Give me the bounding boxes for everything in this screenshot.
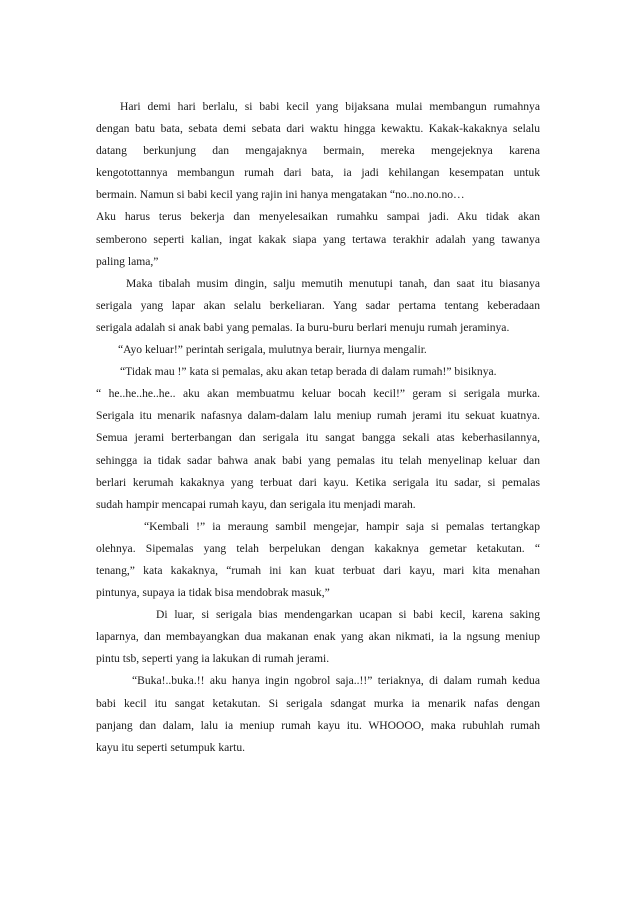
- text-line: panjang dan dalam, lalu ia meniup rumah kayu itu. WHOOOO, maka rubuhlah rumah: [96, 718, 540, 732]
- text-line: pintunya, supaya ia tidak bisa mendobrak masuk,”: [96, 586, 330, 600]
- text-line: “ he..he..he..he.. aku akan membuatmu keluar bocah kecil!” geram si serigala murka.: [96, 387, 540, 401]
- text-line: Semua jerami berterbangan dan serigala itu sangat bangga sekali atas keberhasilannya,: [96, 431, 540, 445]
- text-line: bermain. Namun si babi kecil yang rajin ini hanya mengatakan “no..no.no.no…: [96, 188, 465, 202]
- text-line: paling lama,”: [96, 254, 159, 268]
- text-line: sudah hampir mencapai rumah kayu, dan serigala itu menjadi marah.: [96, 497, 416, 511]
- text-line: “Buka!..buka.!! aku hanya ingin ngobrol saja..!!” teriaknya, di dalam rumah kedua: [132, 674, 540, 688]
- text-line: “Tidak mau !” kata si pemalas, aku akan tetap berada di dalam rumah!” bisiknya.: [120, 365, 497, 379]
- text-line: semberono seperti kalian, ingat kakak siapa yang tertawa terakhir adalah yang tawanya: [96, 232, 540, 246]
- body-text: [96, 96, 540, 759]
- text-line: “Kembali !” ia meraung sambil mengejar, hampir saja si pemalas tertangkap: [144, 519, 540, 533]
- text-line: kengotottannya membangun rumah dari bata, ia jadi kehilangan kesempatan untuk: [96, 166, 540, 180]
- text-line: serigala yang lapar akan selalu berkeliaran. Yang sadar pertama tentang keberadaan: [96, 298, 540, 312]
- text-line: serigala adalah si anak babi yang pemalas. Ia buru-buru berlari menuju rumah jeraminya.: [96, 320, 510, 334]
- text-line: kayu itu seperti setumpuk kartu.: [96, 740, 246, 754]
- text-line: Aku harus terus bekerja dan menyelesaikan rumahku sampai jadi. Aku tidak akan: [96, 210, 540, 224]
- text-line: Hari demi hari berlalu, si babi kecil yang bijaksana mulai membangun rumahnya: [120, 100, 540, 113]
- text-line: “Ayo keluar!” perintah serigala, mulutnya berair, liurnya mengalir.: [118, 343, 427, 357]
- text-line: Maka tibalah musim dingin, salju memutih menutupi tanah, dan saat itu biasanya: [126, 276, 540, 290]
- text-line: berlari kerumah kakaknya yang terbuat dari kayu. Ketika serigala itu sadar, si pemalas: [96, 475, 540, 489]
- text-line: Serigala itu menarik nafasnya dalam-dalam lalu meniup rumah jerami itu sekuat kuatnya.: [96, 409, 540, 423]
- text-line: babi kecil itu sangat ketakutan. Si serigala sdangat murka ia menarik nafas dengan: [96, 696, 540, 710]
- text-line: olehnya. Sipemalas yang telah berpelukan dengan kakaknya gemetar ketakutan. “: [96, 541, 540, 555]
- text-line: dengan batu bata, sebata demi sebata dari waktu hingga kewaktu. Kakak-kakaknya selalu: [96, 122, 540, 136]
- text-line: Di luar, si serigala bias mendengarkan ucapan si babi kecil, karena saking: [156, 608, 540, 622]
- text-line: datang berkunjung dan mengajaknya bermain, mereka mengejeknya karena: [96, 144, 540, 158]
- text-line: laparnya, dan membayangkan dua makanan enak yang akan nikmati, ia la ngsung meniup: [96, 630, 540, 644]
- text-line: sehingga ia tidak sadar bahwa anak babi yang pemalas itu telah menyelinap keluar dan: [96, 453, 540, 467]
- text-line: pintu tsb, seperti yang ia lakukan di rumah jerami.: [96, 652, 330, 666]
- text-line: tenang,” kata kakaknya, “rumah ini kan kuat terbuat dari kayu, mari kita menahan: [96, 563, 540, 577]
